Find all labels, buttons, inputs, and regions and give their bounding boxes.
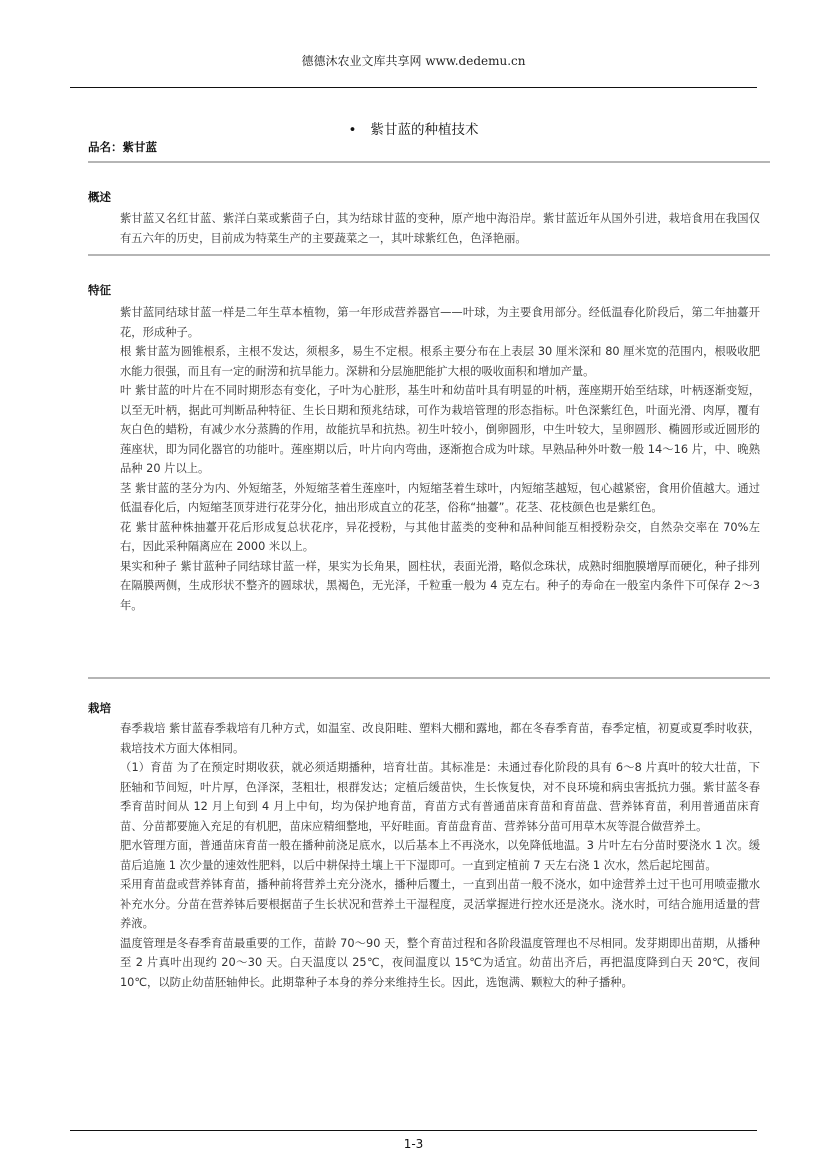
section-body-cultivation	[120, 719, 760, 992]
paragraph: 肥水管理方面，普通苗床育苗一般在播种前浇足底水，以后基本上不再浇水，以免降低地温。3 片叶左右分苗时要浇水 1 次。缓苗后追施 1 次少量的速效性肥料，以后中耕保持土壤上干下湿即可。一直到定植前 7 天左右浇 1 次水，然后起坨囤苗。	[120, 839, 760, 872]
paragraph: 采用育苗盘或营养钵育苗，播种前将营养土充分浇水，播种后覆土，一直到出苗一般不浇水，如中途营养土过干也可用喷壶撒水补充水分。分苗在营养钵后要根据苗子生长状况和营养土干湿程度，灵活掌握进行控水还是浇水。浇水时，可结合施用适量的营养液。	[120, 878, 760, 930]
title-bullet: •	[348, 122, 357, 138]
section-body-features	[120, 303, 760, 615]
page-number: 1-3	[403, 1137, 424, 1151]
paragraph: 根 紫甘蓝为圆锥根系，主根不发达，须根多，易生不定根。根系主要分布在上表层 30 厘米深和 80 厘米宽的范围内，根吸收肥水能力很强，而且有一定的耐涝和抗旱能力。深耕和分层施肥能扩大根的吸收面积和增加产量。	[120, 345, 760, 378]
paragraph: 紫甘蓝又名红甘蓝、紫洋白菜或紫茴子白，其为结球甘蓝的变种，原产地中海沿岸。紫甘蓝近年从国外引进，栽培食用在我国仅有五六年的历史，目前成为特菜生产的主要蔬菜之一，其叶球紫红色，色泽艳丽。	[120, 212, 760, 245]
section-divider	[88, 161, 770, 163]
title-text: 紫甘蓝的种植技术	[370, 122, 479, 138]
section-divider	[88, 254, 770, 256]
document-title	[0, 118, 827, 138]
paragraph: 花 紫甘蓝种株抽薹开花后形成复总状花序，异花授粉，与其他甘蓝类的变种和品种间能互相授粉杂交，自然杂交率在 70%左右，因此采种隔离应在 2000 米以上。	[120, 520, 760, 553]
footer-rule	[70, 1130, 757, 1131]
paragraph: 叶 紫甘蓝的叶片在不同时期形态有变化，子叶为心脏形，基生叶和幼苗叶具有明显的叶柄，莲座期开始至结球，叶柄逐渐变短，以至无叶柄，据此可判断品种特征、生长日期和预兆结球，可作为栽培管理的形态指标。叶色深紫红色，叶面光滑、肉厚，覆有灰白色的蜡粉，有减少水分蒸腾的作用，故能抗旱和抗热。初生叶较小，倒卵圆形，中生叶较大，呈卵圆形、椭圆形或近圆形的莲座状，即为同化器官的功能叶。莲座期以后，叶片向内弯曲，逐渐抱合成为叶球。早熟品种外叶数一般 14～16 片，中、晚熟品种 20 片以上。	[120, 384, 760, 475]
section-label-features: 特征	[88, 283, 111, 297]
section-divider	[88, 677, 770, 679]
paragraph: （1）育苗 为了在预定时期收获，就必须适期播种，培育壮苗。其标准是：未通过春化阶段的具有 6～8 片真叶的较大壮苗，下胚轴和节间短，叶片厚，色泽深，茎粗壮，根群发达；定植后缓苗快，生长恢复快，对不良环境和病虫害抵抗力强。紫甘蓝冬春季育苗时间从 12 月上旬到 4 月上中旬，均为保护地育苗，育苗方式有普通苗床育苗和育苗盘、营养钵育苗，利用普通苗床育苗、分苗都要施入充足的有机肥，苗床应精细整地，平好畦面。育苗盘育苗、营养钵分苗可用草木灰等混合做营养土。	[120, 761, 760, 833]
site-header: 德德沐农业文库共享网 www.dedemu.cn	[301, 54, 526, 68]
section-body-overview	[120, 209, 760, 248]
section-label-cultivation: 栽培	[88, 701, 111, 715]
paragraph: 温度管理是冬春季育苗最重要的工作，苗龄 70～90 天，整个育苗过程和各阶段温度管理也不尽相同。发芽期即出苗期，从播种至 2 片真叶出现约 20～30 天。白天温度以 25℃，夜间温度以 15℃为适宜。幼苗出齐后，再把温度降到白天 20℃，夜间 10℃，以防止幼苗胚轴伸长。此期靠种子本身的养分来维持生长。因此，选饱满、颗粒大的种子播种。	[120, 936, 760, 989]
paragraph: 春季栽培 紫甘蓝春季栽培有几种方式，如温室、改良阳畦、塑料大棚和露地，都在冬春季育苗，春季定植，初夏或夏季时收获，栽培技术方面大体相同。	[120, 722, 760, 755]
paragraph: 紫甘蓝同结球甘蓝一样是二年生草本植物，第一年形成营养器官——叶球，为主要食用部分。经低温春化阶段后，第二年抽薹开花，形成种子。	[120, 306, 760, 339]
section-label-overview: 概述	[88, 190, 111, 204]
paragraph: 茎 紫甘蓝的茎分为内、外短缩茎，外短缩茎着生莲座叶，内短缩茎着生球叶，内短缩茎越短，包心越紧密，食用价值越大。通过低温春化后，内短缩茎顶芽进行花芽分化，抽出形成直立的花茎，俗称“抽薹”。花茎、花枝颜色也是紫红色。	[120, 481, 760, 514]
product-name: 品名：紫甘蓝	[88, 140, 157, 154]
paragraph: 果实和种子 紫甘蓝种子同结球甘蓝一样，果实为长角果，圆柱状，表面光滑，略似念珠状，成熟时细胞膜增厚而硬化，种子排列在隔膜两侧，生成形状不整齐的圆球状，黑褐色，无光泽，千粒重一般为 4 克左右。种子的寿命在一般室内条件下可保存 2～3 年。	[120, 559, 760, 612]
header-rule	[70, 87, 757, 88]
